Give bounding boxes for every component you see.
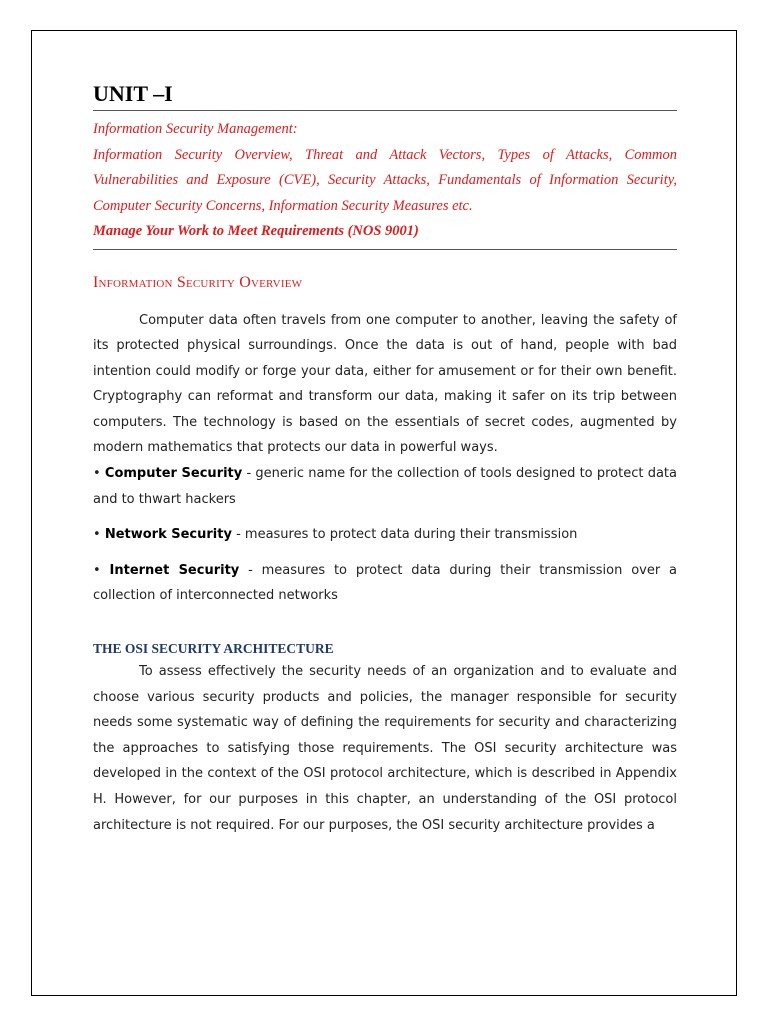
bullet-computer-security	[93, 461, 677, 512]
bullet-internet-security	[93, 558, 677, 609]
section-heading-osi: THE OSI SECURITY ARCHITECTURE	[93, 641, 334, 657]
section-heading-overview: Information Security Overview	[93, 273, 303, 291]
syllabus-heading: Information Security Management:	[93, 121, 298, 137]
bottom-rule	[93, 249, 677, 250]
bullet-marker: •	[93, 466, 101, 482]
bullet-description: - generic name for the collection of tools designed to protect data and to thwart hackers	[93, 466, 677, 507]
bullet-term: Computer Security	[104, 466, 243, 482]
bullet-term: Internet Security	[109, 562, 240, 578]
osi-paragraph: To assess effectively the security needs of an organization and to evaluate and choose various security products and policies, the manager responsible for security needs some systematic way of defining the requirements for security and characterizing the approaches to satisfying those requirements. The OSI security architecture was developed in the context of the OSI protocol architecture, which is described in Appendix H. However, for our purposes in this chapter, an understanding of the OSI protocol architecture is not required. For our purposes, the OSI security architecture provides a	[93, 664, 677, 833]
unit-title: UNIT –I	[93, 81, 173, 106]
syllabus-block	[93, 111, 677, 249]
bullet-term: Network Security	[104, 527, 232, 543]
syllabus-nos: Manage Your Work to Meet Requirements (NOS 9001)	[93, 223, 419, 239]
overview-paragraph: Computer data often travels from one computer to another, leaving the safety of its protected physical surroundings. Once the data is out of hand, people with bad intention could modify or forge your data, either for amusement or for their own benefit. Cryptography can reformat and transform our data, making it safer on its trip between computers. The technology is based on the essentials of secret codes, augmented by modern mathematics that protects our data in powerful ways.	[93, 312, 677, 456]
bullet-network-security	[93, 522, 677, 548]
bullet-marker: •	[93, 527, 101, 543]
bullet-description: - measures to protect data during their transmission	[231, 527, 578, 543]
bullet-marker: •	[93, 562, 101, 578]
document-content	[93, 80, 677, 838]
bullet-description: - measures to protect data during their transmission over a collection of interconnected networks	[93, 562, 677, 604]
syllabus-topics: Information Security Overview, Threat and Attack Vectors, Types of Attacks, Common Vulnerabilities and Exposure (CVE), Security Attacks, Fundamentals of Information Security, Computer Security Concerns, Information Security Measures etc.	[93, 146, 677, 214]
